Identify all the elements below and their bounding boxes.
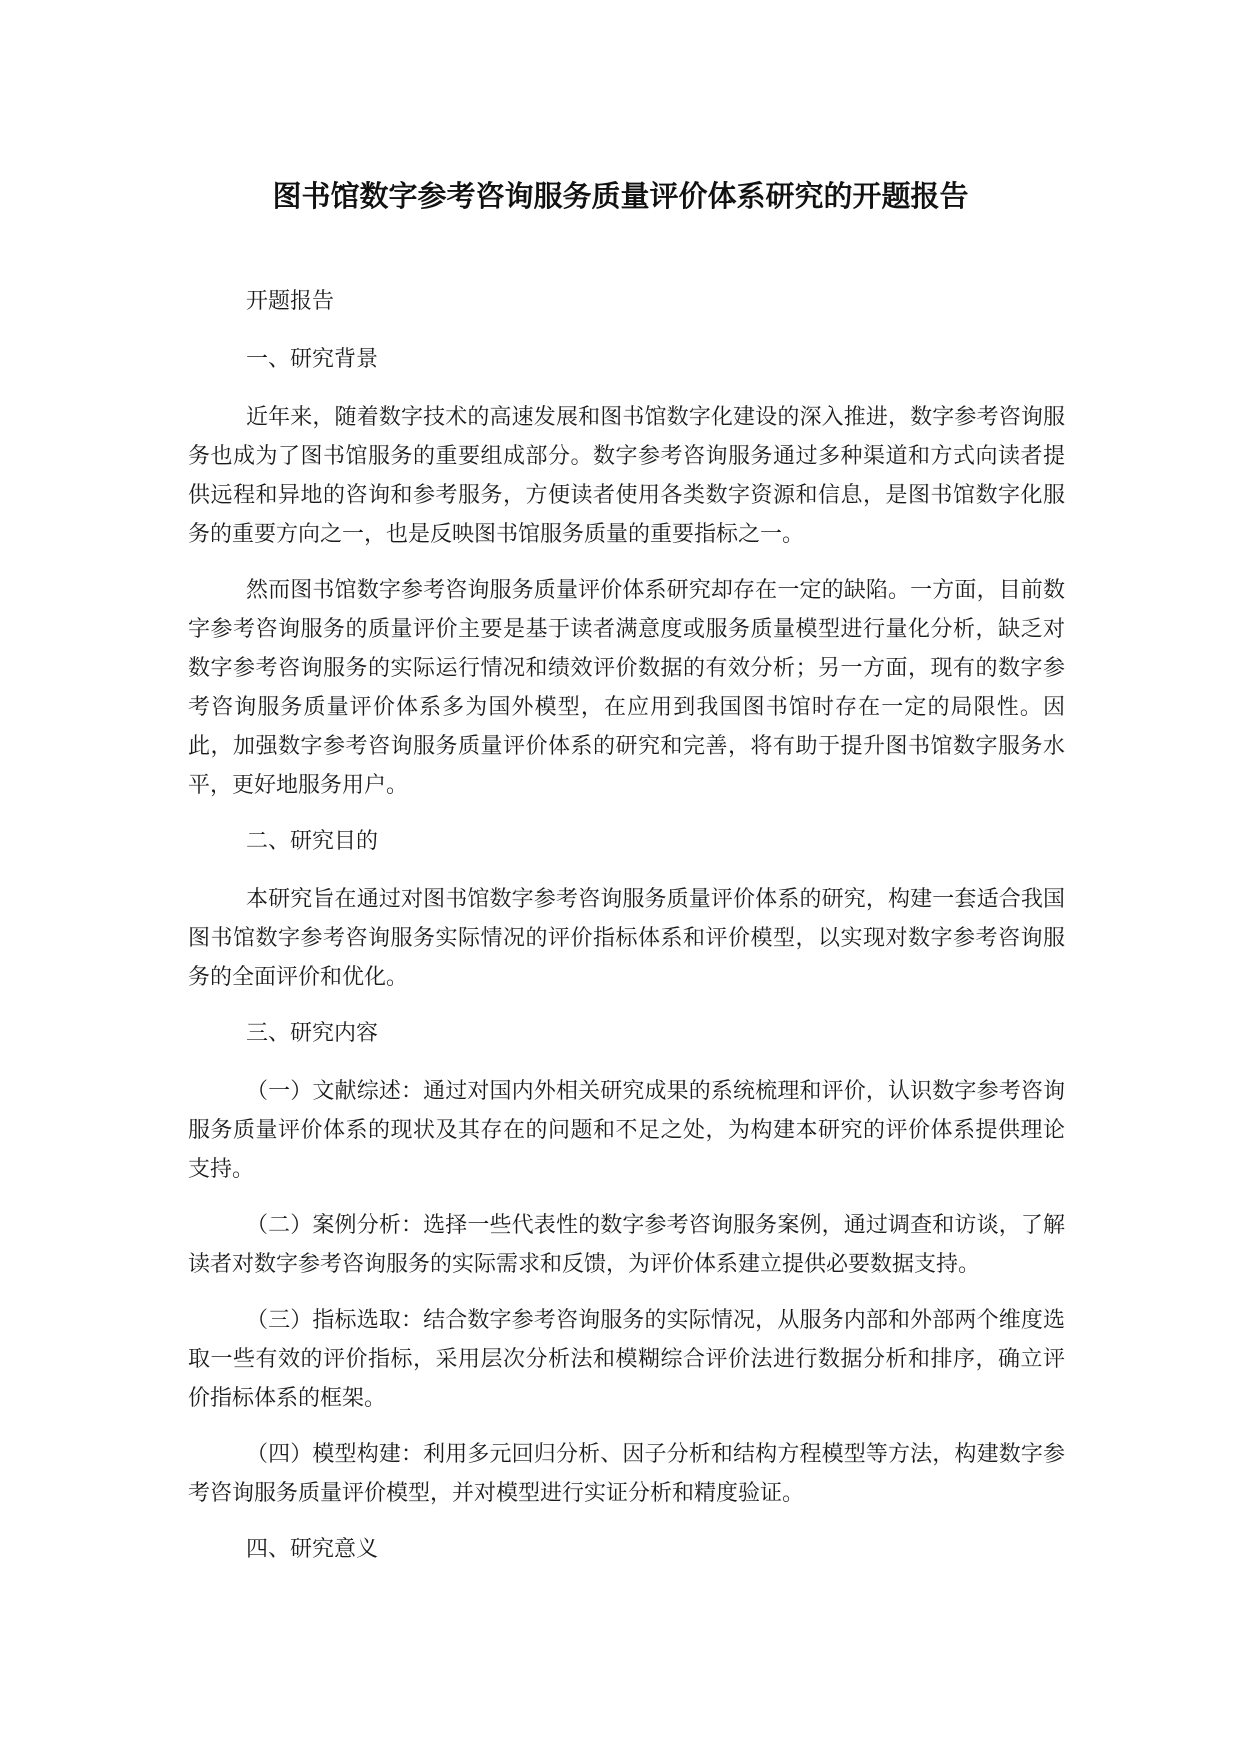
content-item-indicator-selection: （三）指标选取：结合数字参考咨询服务的实际情况，从服务内部和外部两个维度选取一些有效的评价指标，采用层次分析法和模糊综合评价法进行数据分析和排序，确立评价指标体系的框架。 [188, 1308, 1065, 1411]
content-item-model-construction: （四）模型构建：利用多元回归分析、因子分析和结构方程模型等方法，构建数字参考咨询服务质量评价模型，并对模型进行实证分析和精度验证。 [188, 1442, 1065, 1506]
content-item-literature-review: （一）文献综述：通过对国内外相关研究成果的系统梳理和评价，认识数字参考咨询服务质量评价体系的现状及其存在的问题和不足之处，为构建本研究的评价体系提供理论支持。 [188, 1079, 1065, 1182]
section-heading-content: 三、研究内容 [246, 1021, 379, 1046]
content-item-case-analysis: （二）案例分析：选择一些代表性的数字参考咨询服务案例，通过调查和访谈，了解读者对数字参考咨询服务的实际需求和反馈，为评价体系建立提供必要数据支持。 [188, 1213, 1065, 1277]
document-body [188, 282, 1065, 1588]
section-heading-significance: 四、研究意义 [246, 1537, 379, 1562]
section-heading-objective: 二、研究目的 [246, 829, 379, 854]
document-title: 图书馆数字参考咨询服务质量评价体系研究的开题报告 [272, 179, 969, 213]
paragraph-background-1: 近年来，随着数字技术的高速发展和图书馆数字化建设的深入推进，数字参考咨询服务也成为了图书馆服务的重要组成部分。数字参考咨询服务通过多种渠道和方式向读者提供远程和异地的咨询和参考服务，方便读者使用各类数字资源和信息，是图书馆数字化服务的重要方向之一，也是反映图书馆服务质量的重要指标之一。 [188, 405, 1065, 547]
subtitle: 开题报告 [246, 289, 335, 314]
section-heading-background: 一、研究背景 [246, 347, 379, 372]
paragraph-objective: 本研究旨在通过对图书馆数字参考咨询服务质量评价体系的研究，构建一套适合我国图书馆数字参考咨询服务实际情况的评价指标体系和评价模型，以实现对数字参考咨询服务的全面评价和优化。 [188, 887, 1065, 990]
paragraph-background-2: 然而图书馆数字参考咨询服务质量评价体系研究却存在一定的缺陷。一方面，目前数字参考咨询服务的质量评价主要是基于读者满意度或服务质量模型进行量化分析，缺乏对数字参考咨询服务的实际运行情况和绩效评价数据的有效分析；另一方面，现有的数字参考咨询服务质量评价体系多为国外模型，在应用到我国图书馆时存在一定的局限性。因此，加强数字参考咨询服务质量评价体系的研究和完善，将有助于提升图书馆数字服务水平，更好地服务用户。 [188, 578, 1065, 798]
